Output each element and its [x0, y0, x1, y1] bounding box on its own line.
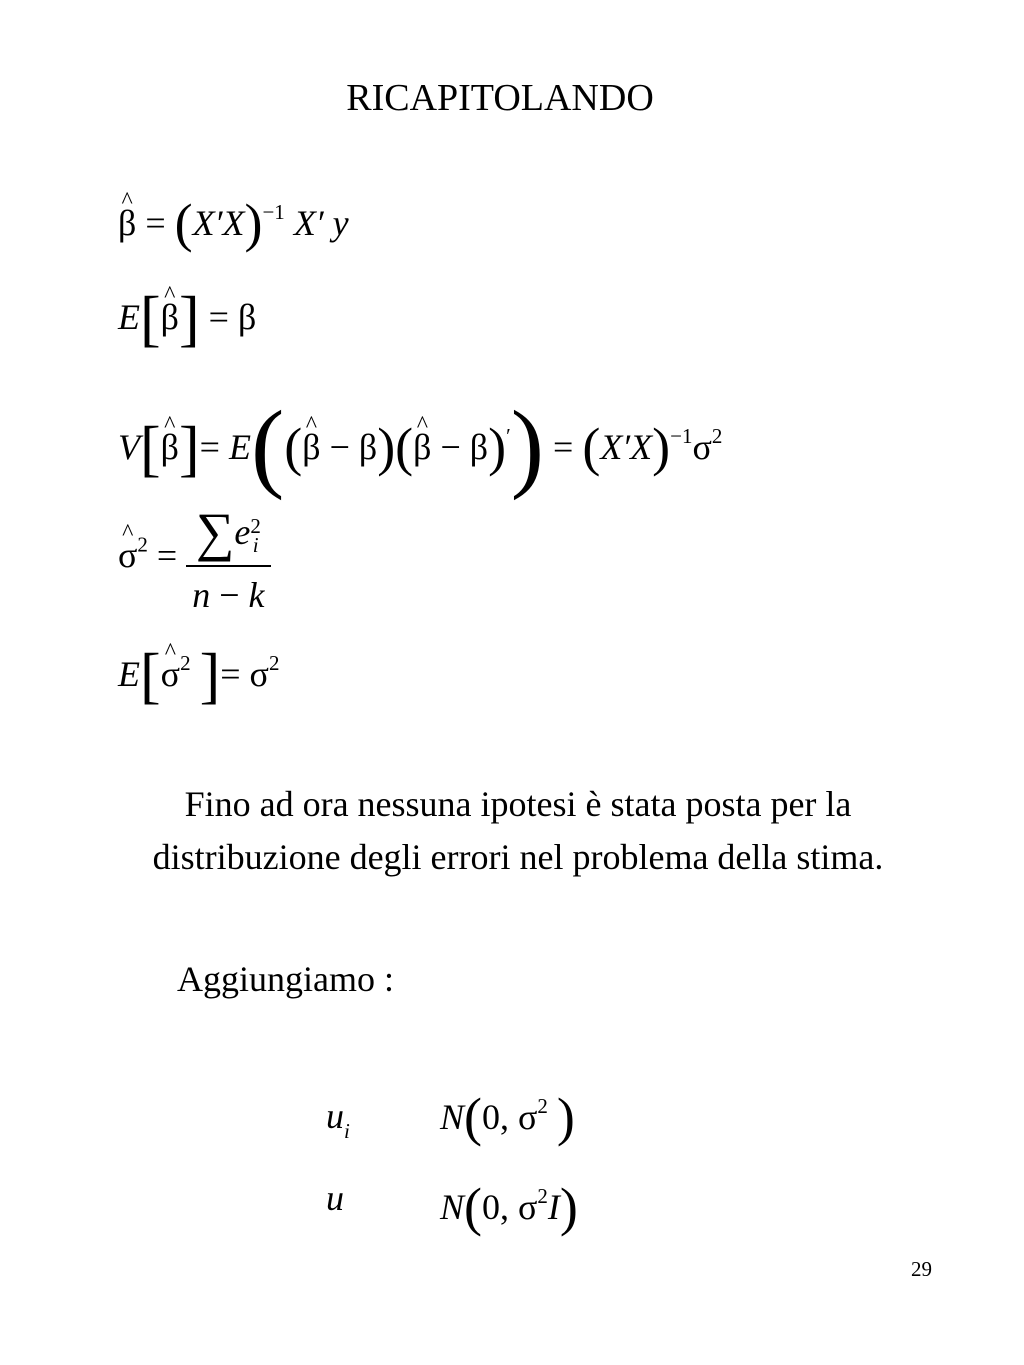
fraction: ∑e 2 i n − k [186, 505, 270, 613]
equation-expected-sigma-hat-squared: E[^ $\sigma^2$ ]= $\sigma^2$ [118, 645, 279, 707]
distribution-u-variable: u [326, 1178, 344, 1218]
equation-variance-beta-hat: V[^ β]= E((^ β − β)(^ $\beta - \beta)') = (X'X)^{-1}\sigma^2$ [118, 396, 722, 496]
paragraph-line-1: Fino ad ora nessuna ipotesi è stata posta per la [184, 784, 852, 824]
add-label: Aggiungiamo : [177, 959, 394, 999]
page-title: RICAPITOLANDO [346, 77, 654, 119]
equation-sigma-hat-squared: ^ $\sigma^2$ = ∑e 2 i n − k [118, 505, 271, 613]
distribution-ui: N(0, $\sigma^2$ ) [440, 1087, 575, 1147]
distribution-ui-variable: $u_i$ [326, 1096, 350, 1143]
page-number: 29 [911, 1257, 932, 1281]
paragraph [0, 778, 1024, 884]
equation-expected-beta-hat: E[^ β] = β [118, 288, 256, 350]
equation-beta-hat: ^ $\beta = (X'X)^{-1}$ X′ y [118, 196, 349, 250]
paragraph-line-2: distribuzione degli errori nel problema della stima. [152, 837, 884, 877]
distribution-u: N(0, $\sigma^2I$) [440, 1177, 578, 1237]
